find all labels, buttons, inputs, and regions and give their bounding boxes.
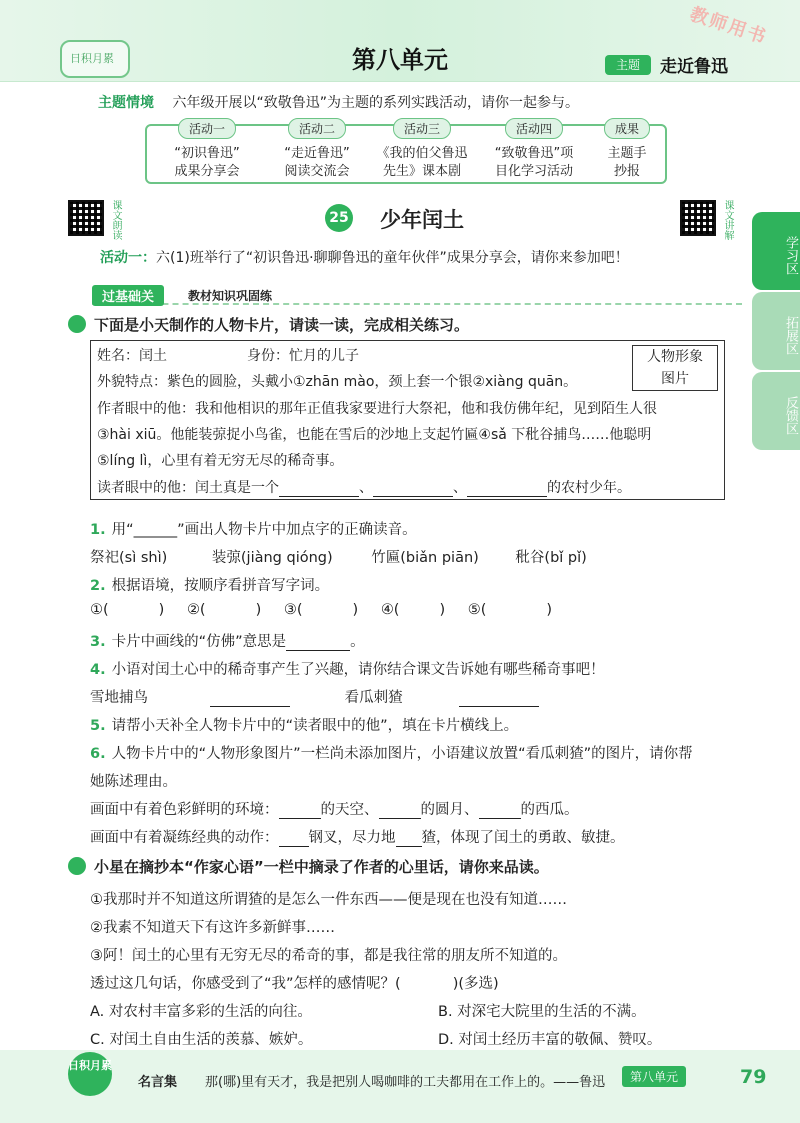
item-5-number: 5. [90,718,106,734]
reader-blank-3[interactable] [467,496,547,497]
q2-question-text: 透过这几句话，你感受到了“我”怎样的感情呢？( [90,976,401,992]
option-d[interactable]: D. 对闰土经历丰富的敬佩、赞叹。 [438,1032,662,1048]
item-4-text: 小语对闰土心中的稀奇事产生了兴趣，请你结合课文告诉她有哪些稀奇事吧！ [111,662,605,678]
write-slot[interactable]: ③( ) [283,602,359,618]
pinyin-option[interactable]: 祭祀(sì shì) [90,550,168,566]
card-author-view-1: 作者眼中的他：我和他相识的那年正值我家要进行大祭祀，他和我仿佛年纪，见到陌生人很 [97,401,657,417]
card-identity: 身份：忙月的儿子 [247,348,359,364]
reader-sep-2: 、 [453,480,467,496]
action-text-2: 钢叉，尽力地 [308,830,396,846]
item-2-text: 根据语境，按顺序看拼音写字词。 [111,578,330,594]
activity-desc-2: 成果分享会 [174,164,240,179]
env-blank-3[interactable] [479,818,521,819]
theme-badge: 主题 [605,55,651,75]
activity-desc-1: 主题手 [607,146,647,161]
item-5-text: 请帮小天补全人物卡片中的“读者眼中的他”，填在卡片横线上。 [111,718,519,734]
option-a[interactable]: A. 对农村丰富多彩的生活的向往。 [90,1004,312,1020]
bullet-icon [68,315,86,333]
action-blank-2[interactable] [396,846,422,847]
lesson-number: 25 [325,204,353,232]
page-number: 79 [740,1066,767,1088]
action-label: 画面中有着凝练经典的动作： [90,830,279,846]
quote-line: ②我素不知道天下有这许多新鲜事…… [90,920,335,936]
reader-sep-1: 、 [359,480,373,496]
action-blank-1[interactable] [279,846,309,847]
item-2-number: 2. [90,578,106,594]
option-b[interactable]: B. 对深宅大院里的生活的不满。 [438,1004,646,1020]
item-6 [90,742,693,763]
item-3-blank[interactable] [286,650,350,651]
question-two-heading [68,856,549,877]
env-blank-2[interactable] [379,818,421,819]
reader-view-label: 读者眼中的他：闰土真是一个 [97,480,279,496]
reader-blank-1[interactable] [279,496,359,497]
unit-title: 第八单元 [352,46,448,74]
question-two-text: 小星在摘抄本“作家心语”一栏中摘录了作者的心里话，请你来品读。 [94,858,549,876]
q2-question [90,972,499,993]
item-1-number: 1. [90,522,106,538]
item-4-blank-a[interactable] [210,706,290,707]
pinyin-option[interactable]: 竹匾(biǎn piān) [371,550,479,566]
footer-unit-badge: 第八单元 [622,1066,686,1087]
item-3-end: 。 [350,634,365,650]
theme-text: 走近鲁迅 [660,57,728,77]
item-2 [90,574,329,595]
item-4-number: 4. [90,662,106,678]
activity-item [152,118,262,181]
theme-context-label: 主题情境 [98,95,154,111]
theme-context-text: 六年级开展以“致敬鲁迅”为主题的系列实践活动，请你一起参与。 [172,95,579,111]
activity-item [362,118,482,181]
logo-text: 日积月累 [70,52,114,65]
action-text-3: 猹，体现了闰土的勇敢、敏捷。 [421,830,625,846]
activity-tag: 成果 [604,118,650,139]
item-4-answers [90,686,539,707]
qr-code-explanation[interactable] [680,200,716,236]
write-slot[interactable]: ⑤( ) [467,602,553,618]
item-1 [90,518,417,539]
activity-desc-2: 先生》课本剧 [382,164,461,179]
reader-blank-2[interactable] [373,496,453,497]
activity-one-intro [100,247,629,267]
activity-one-label: 活动一： [100,250,156,266]
item-3-number: 3. [90,634,106,650]
item-3 [90,630,365,651]
qr-label-reading: 课文朗读 [110,200,121,240]
section-bar [92,285,742,305]
qr-label-explanation: 课文讲解 [722,200,733,240]
env-text-3: 的圆月、 [420,802,479,818]
item-6-number: 6. [90,746,106,762]
activity-tag: 活动一 [178,118,236,139]
item-6-cont: 她陈述理由。 [90,774,177,790]
card-appearance: 外貌特点：紫色的圆脸，头戴小①zhān mào，颈上套一个银②xiàng quān。 [97,374,578,390]
activity-desc-1: “致敬鲁迅”项 [494,146,574,161]
reader-view-end: 的农村少年。 [547,480,631,496]
activity-tag: 活动二 [288,118,346,139]
activity-tag: 活动三 [393,118,451,139]
quote-label: 名言集 [138,1075,178,1090]
item-4 [90,658,605,679]
activity-desc-1: “走近鲁迅” [284,146,350,161]
section-subtitle: 教材知识巩固练 [188,289,273,303]
pinyin-option[interactable]: 秕谷(bǐ pǐ) [515,550,587,566]
tab-feedback-area[interactable]: 反馈区 [752,372,800,450]
logo [60,40,130,78]
activity-item [262,118,372,181]
bullet-icon [68,857,86,875]
activity-item [474,118,594,181]
pinyin-option[interactable]: 装弶(jiàng qióng) [211,550,333,566]
activity-item [596,118,658,181]
item-4-b: 看瓜刺猹 [344,690,403,706]
env-blank-1[interactable] [279,818,321,819]
tab-extension-area[interactable]: 拓展区 [752,292,800,370]
item-4-blank-b[interactable] [459,706,539,707]
card-author-view-3: ⑤líng lì，心里有着无穷无尽的稀奇事。 [97,453,344,469]
character-card [90,340,725,500]
option-c[interactable]: C. 对闰土自由生活的羡慕、嫉妒。 [90,1032,313,1048]
question-one-heading [68,314,469,335]
famous-quote: 那(哪)里有天才，我是把别人喝咖啡的工夫都用在工作上的。——鲁迅 [205,1075,606,1090]
tab-study-area[interactable]: 学习区 [752,212,800,290]
item-5 [90,714,518,735]
qr-code-reading[interactable] [68,200,104,236]
character-image-box [632,345,718,391]
item-4-a: 雪地捕鸟 [90,690,148,706]
activity-desc-2: 目化学习活动 [494,164,573,179]
question-one-text: 下面是小天制作的人物卡片，请读一读，完成相关练习。 [94,316,470,334]
theme-context [98,92,579,112]
item-6-action [90,826,625,847]
q2-question-end: )(多选) [452,976,499,992]
card-name: 姓名：闰土 [97,348,167,364]
teacher-stamp: 教师用书 [687,3,770,49]
write-slot[interactable]: ①( ) [90,602,165,618]
quote-line: ③阿！闰土的心里有无穷无尽的希奇的事，都是我往常的朋友所不知道的。 [90,948,567,964]
env-text-2: 的天空、 [320,802,379,818]
footer-badge: 日积月累 [68,1052,112,1096]
quote-line: ①我那时并不知道这所谓猹的是怎么一件东西——便是现在也没有知道…… [90,892,567,908]
section-badge: 过基础关 [92,285,164,306]
item-6-text: 人物卡片中的“人物形象图片”一栏尚未添加图片，小语建议放置“看瓜刺猹”的图片，请你帮 [111,746,693,762]
activity-desc-1: 《我的伯父鲁迅 [376,146,468,161]
activity-tag: 活动四 [505,118,563,139]
write-slots [90,602,552,618]
item-1-text: 用“______”画出人物卡片中加点字的正确读音。 [111,522,417,538]
env-text-4: 的西瓜。 [520,802,579,818]
activity-one-text: 六(1)班举行了“初识鲁迅·聊聊鲁迅的童年伙伴”成果分享会，请你来参加吧！ [156,250,629,266]
write-slot[interactable]: ②( ) [186,602,262,618]
item-3-text: 卡片中画线的“仿佛”意思是 [111,634,287,650]
activity-desc-1: “初识鲁迅” [174,146,240,161]
card-reader-view [97,477,631,497]
item-6-environment [90,798,579,819]
card-author-view-2: ③hài xiū。他能装弶捉小鸟雀，也能在雪后的沙地上支起竹匾④sǎ 下秕谷捕鸟……他聪明 [97,427,652,443]
activity-desc-2: 抄报 [613,164,640,179]
image-box-line-2: 图片 [661,371,689,387]
lesson-title: 少年闰土 [380,208,464,232]
write-slot[interactable]: ④( ) [380,602,446,618]
pinyin-options [90,546,587,567]
env-label: 画面中有着色彩鲜明的环境： [90,802,279,818]
image-box-line-1: 人物形象 [647,349,703,365]
activity-desc-2: 阅读交流会 [284,164,350,179]
